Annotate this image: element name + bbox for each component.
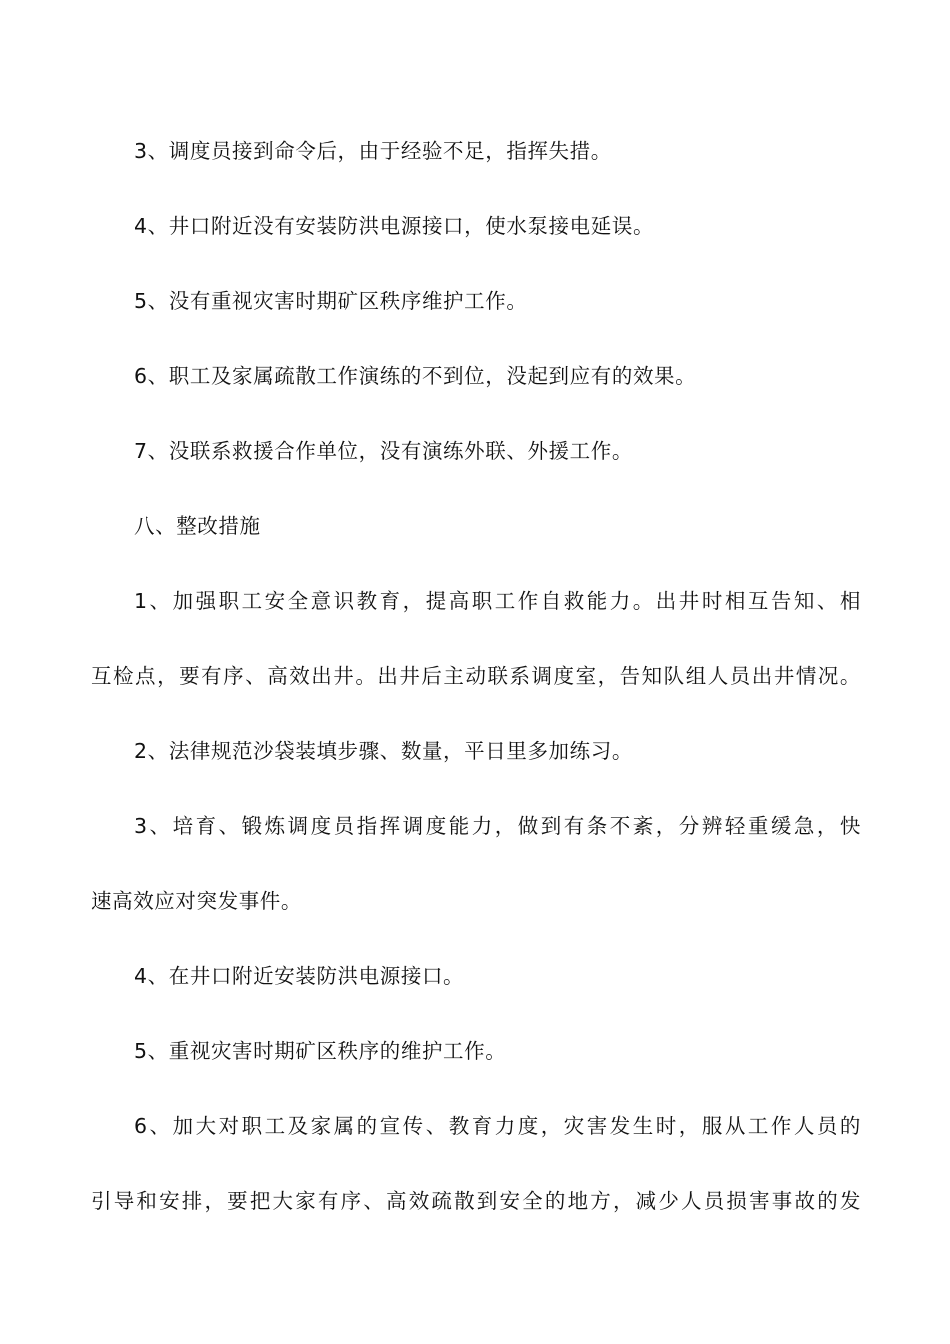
paragraph-line: 7、没联系救援合作单位，没有演练外联、外援工作。 xyxy=(134,439,633,463)
paragraph-line: 互检点，要有序、高效出井。出井后主动联系调度室，告知队组人员出井情况。 xyxy=(91,664,861,688)
paragraph-line: 5、重视灾害时期矿区秩序的维护工作。 xyxy=(134,1039,507,1063)
paragraph-line: 6、职工及家属疏散工作演练的不到位，没起到应有的效果。 xyxy=(134,364,697,388)
paragraph-line: 4、在井口附近安装防洪电源接口。 xyxy=(134,964,465,988)
paragraph-line: 3、培育、锻炼调度员指挥调度能力，做到有条不紊，分辨轻重缓急，快 xyxy=(134,814,861,838)
paragraph-line: 5、没有重视灾害时期矿区秩序维护工作。 xyxy=(134,289,528,313)
paragraph-line: 引导和安排，要把大家有序、高效疏散到安全的地方，减少人员损害事故的发 xyxy=(91,1189,861,1213)
paragraph-line: 4、井口附近没有安装防洪电源接口，使水泵接电延误。 xyxy=(134,214,655,238)
paragraph-line: 2、法律规范沙袋装填步骤、数量，平日里多加练习。 xyxy=(134,739,633,763)
paragraph-line: 6、加大对职工及家属的宣传、教育力度，灾害发生时，服从工作人员的 xyxy=(134,1114,861,1138)
paragraph-line: 3、调度员接到命令后，由于经验不足，指挥失措。 xyxy=(134,139,612,163)
paragraph-line: 1、加强职工安全意识教育，提高职工作自救能力。出井时相互告知、相 xyxy=(134,589,861,613)
section-heading: 八、整改措施 xyxy=(134,514,261,538)
paragraph-line: 速高效应对突发事件。 xyxy=(91,889,302,913)
